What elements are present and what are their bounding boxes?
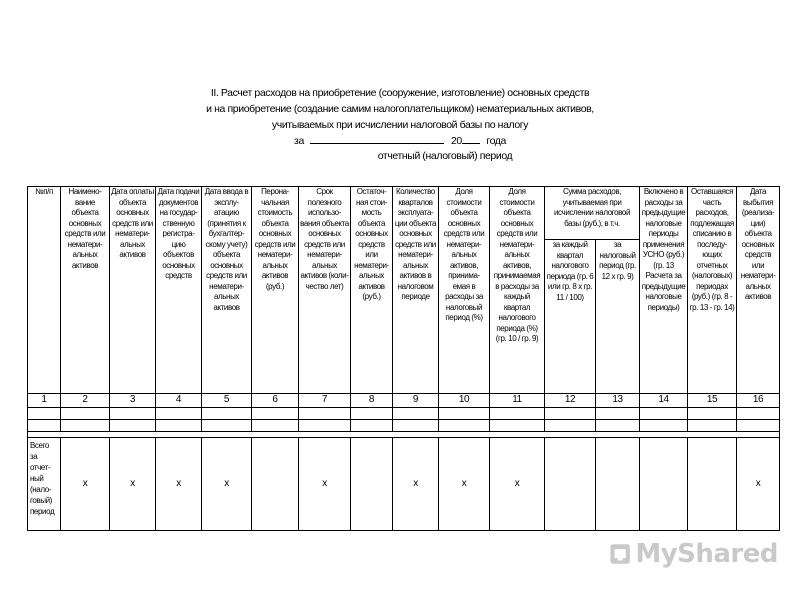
year-blank[interactable] bbox=[462, 133, 480, 144]
header-cell: Оставшаяся часть расходов, подлежащая списанию в последу-ющих отчетных (налоговых) периодах (руб.) (гр. 8 - гр. 13 - гр. 14) bbox=[688, 187, 737, 394]
total-label: Всего за отчет-ный (нало-говый) период bbox=[28, 438, 61, 531]
data-cell[interactable] bbox=[28, 408, 61, 420]
data-cell[interactable] bbox=[640, 420, 688, 432]
column-number: 9 bbox=[393, 394, 439, 408]
data-row bbox=[28, 420, 780, 432]
column-number: 7 bbox=[299, 394, 351, 408]
data-cell[interactable] bbox=[545, 420, 596, 432]
total-cell: x bbox=[156, 438, 202, 531]
subheader-cell-quarter: за каждый квартал налогового периода (гр. 6 или гр. 8 х гр. 11 / 100) bbox=[545, 240, 596, 394]
header-cell: Дата ввода в эксплу-атацию (принятия к бухгалтер-скому учету) объекта основных средств или нематери-альных активов bbox=[202, 187, 252, 394]
data-cell[interactable] bbox=[596, 420, 640, 432]
data-cell[interactable] bbox=[202, 408, 252, 420]
total-cell: x bbox=[299, 438, 351, 531]
heading-line-1: II. Расчет расходов на приобретение (сооружение, изготовление) основных средств bbox=[210, 87, 590, 99]
header-cell: Остаточ-ная стои-мость объекта основных средств или нематери-альных активов (руб.) bbox=[351, 187, 393, 394]
data-cell[interactable] bbox=[156, 408, 202, 420]
column-number: 1 bbox=[28, 394, 61, 408]
period-blank[interactable] bbox=[310, 133, 444, 144]
form-heading bbox=[0, 85, 800, 164]
data-cell[interactable] bbox=[252, 420, 299, 432]
total-cell[interactable] bbox=[640, 438, 688, 531]
data-cell[interactable] bbox=[490, 420, 545, 432]
data-cell[interactable] bbox=[439, 420, 490, 432]
header-cell: Наимено-вание объекта основных средств или нематери-альных активов bbox=[61, 187, 110, 394]
data-cell[interactable] bbox=[545, 408, 596, 420]
header-cell: Доля стоимости объекта основных средств или нематери-альных активов, принима-емая в расходы за налоговый период (%) bbox=[439, 187, 490, 394]
column-number: 12 bbox=[545, 394, 596, 408]
data-cell[interactable] bbox=[640, 408, 688, 420]
column-number: 14 bbox=[640, 394, 688, 408]
data-cell[interactable] bbox=[110, 408, 156, 420]
total-cell[interactable] bbox=[252, 438, 299, 531]
column-number: 11 bbox=[490, 394, 545, 408]
column-number: 5 bbox=[202, 394, 252, 408]
total-cell[interactable] bbox=[545, 438, 596, 531]
data-cell[interactable] bbox=[299, 408, 351, 420]
column-number: 6 bbox=[252, 394, 299, 408]
header-cell: Количество кварталов эксплуата-ции объекта основных средств или нематери-альных активов в налоговом периоде bbox=[393, 187, 439, 394]
total-cell: x bbox=[61, 438, 110, 531]
header-cell: №п/п bbox=[28, 187, 61, 394]
total-cell: x bbox=[490, 438, 545, 531]
data-cell[interactable] bbox=[156, 420, 202, 432]
header-row bbox=[28, 187, 780, 240]
header-cell: Перона-чальная стоимость объекта основных средств или нематери-альных активов (руб.) bbox=[252, 187, 299, 394]
total-cell: x bbox=[202, 438, 252, 531]
data-cell[interactable] bbox=[393, 408, 439, 420]
header-cell-expense-sum: Сумма расходов, учитываемая при исчислении налоговой базы (руб.), в т.ч. bbox=[545, 187, 640, 240]
column-number: 2 bbox=[61, 394, 110, 408]
period-caption: отчетный (налоговый) период bbox=[377, 150, 513, 162]
column-number: 15 bbox=[688, 394, 737, 408]
total-cell: x bbox=[439, 438, 490, 531]
period-prefix: за bbox=[294, 135, 304, 147]
data-cell[interactable] bbox=[490, 408, 545, 420]
header-cell: Дата выбытия (реализа-ции) объекта основных средств или нематери-альных активов bbox=[737, 187, 780, 394]
data-cell[interactable] bbox=[596, 408, 640, 420]
data-cell[interactable] bbox=[737, 420, 780, 432]
period-year: 20 bbox=[450, 135, 462, 147]
header-cell: Срок полезного использо-вания объекта основных средств или нематери-альных активов (коли-чество лет) bbox=[299, 187, 351, 394]
period-suffix: года bbox=[486, 135, 506, 147]
data-cell[interactable] bbox=[688, 408, 737, 420]
header-cell: Дата оплаты объекта основных средств или нематери-альных активов bbox=[110, 187, 156, 394]
total-cell: x bbox=[393, 438, 439, 531]
data-row bbox=[28, 408, 780, 420]
column-number: 8 bbox=[351, 394, 393, 408]
data-cell[interactable] bbox=[202, 420, 252, 432]
column-number: 16 bbox=[737, 394, 780, 408]
heading-line-2: и на приобретение (создание самим налогоплательщиком) нематериальных активов, bbox=[206, 103, 594, 115]
data-cell[interactable] bbox=[28, 420, 61, 432]
column-number: 4 bbox=[156, 394, 202, 408]
data-cell[interactable] bbox=[299, 420, 351, 432]
watermark bbox=[608, 538, 778, 570]
expense-calculation-table bbox=[27, 186, 780, 531]
column-number: 13 bbox=[596, 394, 640, 408]
heading-line-3: учитываемых при исчислении налоговой базы по налогу bbox=[271, 119, 529, 131]
header-cell: Включено в расходы за предыдущие налоговые периоды применения УСНО (руб.) (гр. 13 Расчета за предыдущие налоговые периоды) bbox=[640, 187, 688, 394]
column-number: 3 bbox=[110, 394, 156, 408]
total-cell[interactable] bbox=[596, 438, 640, 531]
data-cell[interactable] bbox=[688, 420, 737, 432]
data-cell[interactable] bbox=[252, 408, 299, 420]
subheader-cell-period: за налоговый период (гр. 12 х гр. 9) bbox=[596, 240, 640, 394]
data-cell[interactable] bbox=[351, 420, 393, 432]
column-number: 10 bbox=[439, 394, 490, 408]
column-number-row bbox=[28, 394, 780, 408]
total-cell[interactable] bbox=[351, 438, 393, 531]
data-cell[interactable] bbox=[110, 420, 156, 432]
data-cell[interactable] bbox=[393, 420, 439, 432]
total-cell[interactable] bbox=[688, 438, 737, 531]
period-line bbox=[0, 133, 800, 149]
myshared-logo-icon bbox=[608, 539, 632, 569]
total-row bbox=[28, 438, 780, 531]
watermark-text: MyShared bbox=[635, 539, 778, 569]
total-cell: x bbox=[110, 438, 156, 531]
header-cell: Дата подачи документов на государ-ственную регистра-цию объектов основных средств bbox=[156, 187, 202, 394]
data-cell[interactable] bbox=[439, 408, 490, 420]
data-cell[interactable] bbox=[351, 408, 393, 420]
total-cell: x bbox=[737, 438, 780, 531]
data-cell[interactable] bbox=[61, 420, 110, 432]
data-cell[interactable] bbox=[737, 408, 780, 420]
data-cell[interactable] bbox=[61, 408, 110, 420]
header-cell: Доля стоимости объекта основных средств или нематери-альных активов, принимаемая в расходы за каждый квартал налогового периода (%) (гр. 10 / гр. 9) bbox=[490, 187, 545, 394]
